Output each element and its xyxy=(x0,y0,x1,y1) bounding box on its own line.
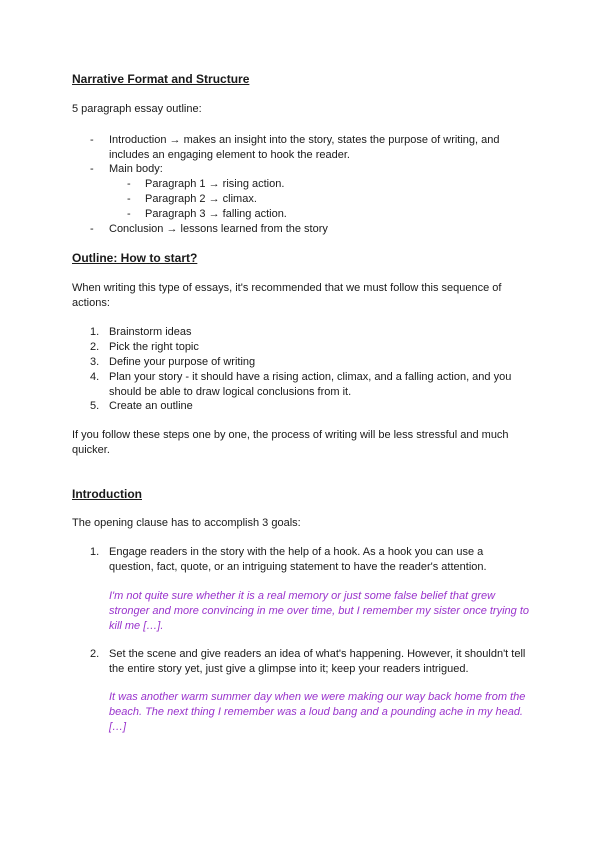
step-number: 5. xyxy=(90,400,100,412)
step-item-4: Plan your story - it should have a rising action, climax, and a falling action, and you should be able to draw logical conclusions from it. xyxy=(109,371,512,398)
bullet-dash: - xyxy=(90,163,94,175)
section-title-outline: Outline: How to start? xyxy=(72,251,198,265)
step-item-5: Create an outline xyxy=(109,400,193,412)
list-item-conclusion: Conclusion → lessons learned from the story xyxy=(109,223,328,235)
outline-outro-paragraph: If you follow these steps one by one, the process of writing will be less stressful and much quicker. xyxy=(72,429,509,456)
goal-item-1: Engage readers in the story with the help of a hook. As a hook you can use a question, fact, quote, or an intriguing statement to have the reader's attention. xyxy=(109,546,487,573)
step-number: 4. xyxy=(90,371,100,383)
goal-number: 1. xyxy=(90,546,100,558)
sub-bullet-dash: - xyxy=(127,178,131,190)
section-title-introduction: Introduction xyxy=(72,487,142,501)
list-item-introduction: Introduction → makes an insight into the story, states the purpose of writing, and includes an engaging element to hook the reader. xyxy=(109,134,500,161)
sub-bullet-dash: - xyxy=(127,208,131,220)
example-quote-1: I'm not quite sure whether it is a real memory or just some false belief that grew stronger and more convincing in me over time, but I remember my sister once trying to kill me […]. xyxy=(109,590,530,632)
step-item-1: Brainstorm ideas xyxy=(109,326,192,338)
list-item-main-body: Main body: xyxy=(109,163,163,175)
goal-number: 2. xyxy=(90,648,100,660)
section-title-narrative-format: Narrative Format and Structure xyxy=(72,72,250,86)
step-item-3: Define your purpose of writing xyxy=(109,356,256,368)
introduction-intro: The opening clause has to accomplish 3 goals: xyxy=(72,517,301,529)
outline-intro-paragraph: When writing this type of essays, it's recommended that we must follow this sequence of actions: xyxy=(72,282,502,309)
sub-bullet-dash: - xyxy=(127,193,131,205)
outline-intro: 5 paragraph essay outline: xyxy=(72,103,202,115)
step-number: 2. xyxy=(90,341,100,353)
step-item-2: Pick the right topic xyxy=(109,341,199,353)
bullet-dash: - xyxy=(90,223,94,235)
step-number: 1. xyxy=(90,326,100,338)
sub-item-paragraph-1: Paragraph 1 → rising action. xyxy=(145,178,285,190)
bullet-dash: - xyxy=(90,134,94,146)
sub-item-paragraph-2: Paragraph 2 → climax. xyxy=(145,193,257,205)
example-quote-2: It was another warm summer day when we were making our way back home from the beach. The next thing I remember was a loud bang and a pounding ache in my head. […] xyxy=(109,691,526,733)
goal-item-2: Set the scene and give readers an idea of what's happening. However, it shouldn't tell the entire story yet, just give a glimpse into it; keep your readers intrigued. xyxy=(109,648,526,675)
sub-item-paragraph-3: Paragraph 3 → falling action. xyxy=(145,208,287,220)
step-number: 3. xyxy=(90,356,100,368)
